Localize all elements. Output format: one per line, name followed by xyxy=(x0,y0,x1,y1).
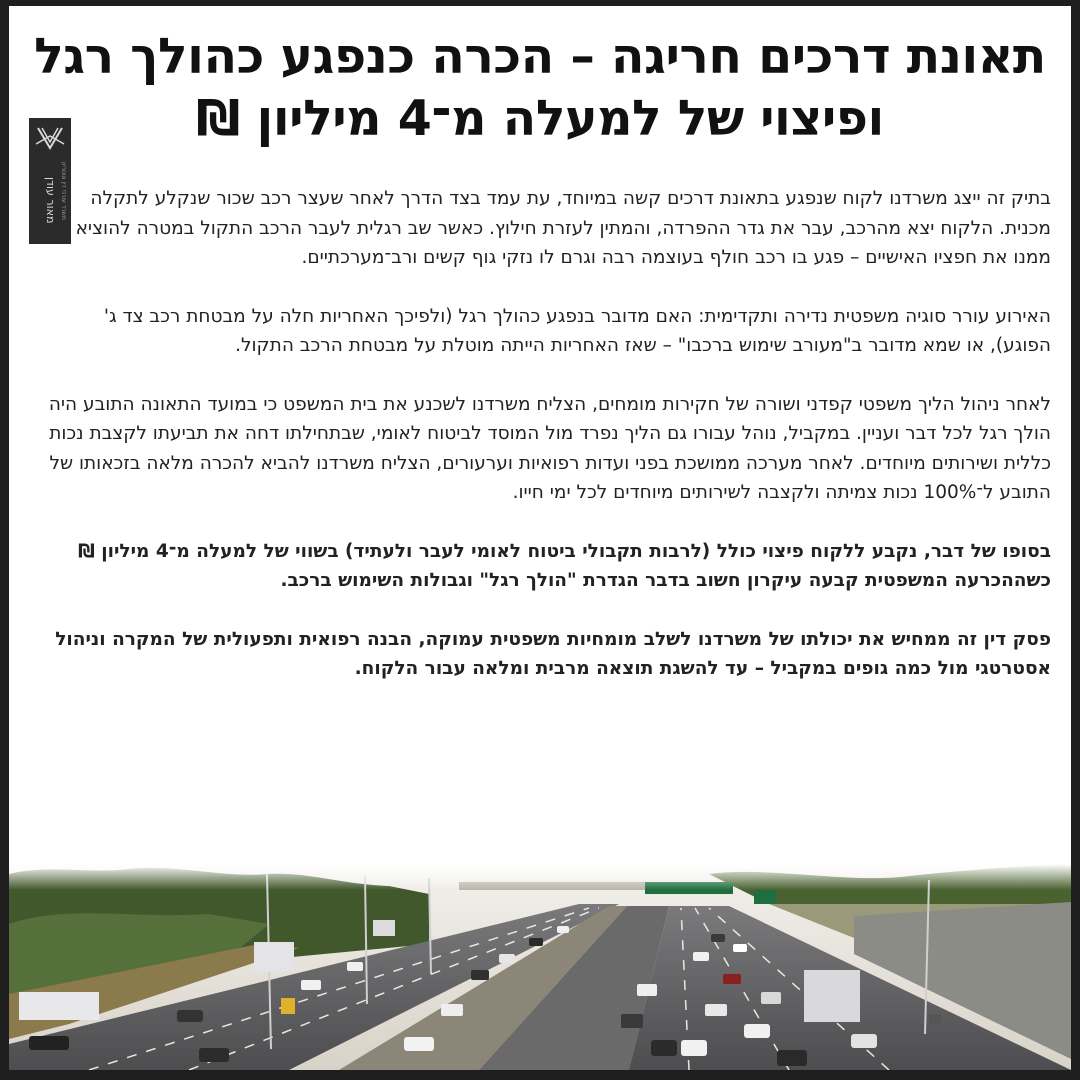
truck-right xyxy=(804,970,860,1022)
logo-name: מאור עודן xyxy=(44,176,57,224)
article-title xyxy=(9,26,1071,150)
highway-illustration xyxy=(9,864,1071,1070)
paragraph-proceedings: לאחר ניהול הליך משפטי קפדני ושורה של חקירות מומחים, הצליח משרדנו לשכנע את בית המשפט כי במועד התאונה התובע היה הולך רגל לכל דבר ועניין. במקביל, נוהל עבורו גם הליך נפרד מול המוסד לביטוח לאומי, שבתחילתו דחה את תביעתו לקצבת נכות כללית ושירותים מיוחדים. לאחר מערכה ממושכת בפני ועדות רפואיות וערעורים, הצליח משרדנו להביא להכרה מלאה בזכאותו של התובע ל־100% נכות צמיתה ולקצבה לשירותים מיוחדים לכל ימי חייו. xyxy=(48,393,1051,503)
truck-left xyxy=(19,992,99,1020)
paragraph-incident: בתיק זה ייצג משרדנו לקוח שנפגע בתאונת דרכים קשה במיוחד, עת עמד בצד הדרך לאחר שעצר רכב שכור שנקלע לתקלה מכנית. הלקוח יצא מהרכב, עבר את גדר ההפרדה, והמתין לעזרת חילוץ. כאשר שב רגלית לעבר הרכב התקול במטרה להוציא ממנו את חפציו האישיים – פגע בו רכב חולף בעוצמה רבה וגרם לו נזקי גוף קשים ורב־מערכתיים. xyxy=(75,188,1051,268)
article-card xyxy=(9,6,1071,864)
title-line-2: ופיצוי של למעלה מ־4 מיליון ₪ xyxy=(196,90,884,147)
highway-traffic-photo xyxy=(9,864,1071,1070)
logo-subtitle: משרד עורכי דין ונוטריון xyxy=(60,162,67,220)
law-firm-logo-icon xyxy=(33,124,67,154)
paragraph-conclusion: פסק דין זה ממחיש את יכולתו של משרדנו לשלב מומחיות משפטית עמוקה, הבנה רפואית ותפעולית של המקרה וניהול אסטרטגי מול כמה גופים במקביל – עד להשגת תוצאה מרבית ומלאה עבור הלקוח. xyxy=(55,628,1051,679)
title-line-1: תאונת דרכים חריגה – הכרה כנפגע כהולך רגל xyxy=(34,28,1046,85)
article-body xyxy=(45,184,1051,713)
paragraph-compensation: בסופו של דבר, נקבע ללקוח פיצוי כולל (לרבות תקבולי ביטוח לאומי לעבר ולעתיד) בשווי של למעלה מ־4 מיליון ₪ כשההכרעה המשפטית קבעה עיקרון חשוב בדבר הגדרת "הולך רגל" וגבולות השימוש ברכב. xyxy=(78,540,1051,591)
paragraph-legal-question: האירוע עורר סוגיה משפטית נדירה ותקדימית: האם מדובר בנפגע כהולך רגל (ולפיכך האחריות חלה על מבטחת רכב צד ג' הפוגע), או שמא מדובר ב"מעורב שימוש ברכבו" – שאז האחריות הייתה מוטלת על מבטחת הרכב התקול. xyxy=(103,305,1051,356)
photo-top-fade xyxy=(9,864,1071,890)
yellow-road-sign xyxy=(281,998,295,1014)
